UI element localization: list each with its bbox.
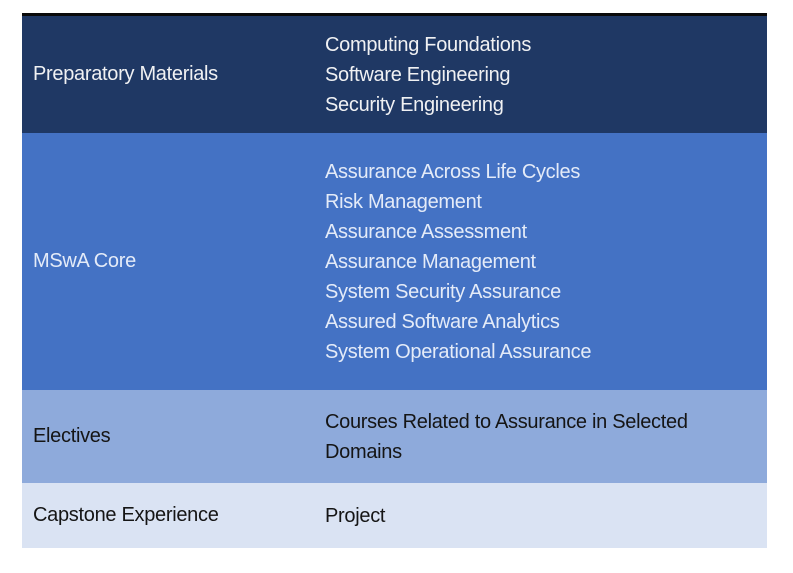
row-content (325, 157, 745, 367)
content-line: System Security Assurance (325, 280, 561, 303)
table-row-preparatory-materials (22, 16, 767, 133)
content-line: Courses Related to Assurance in Selected Domains (325, 410, 688, 463)
table-row-capstone-experience (22, 483, 767, 548)
row-label: MSwA Core (33, 250, 136, 272)
table-row-mswa-core (22, 133, 767, 390)
table-row-electives (22, 390, 767, 483)
row-label: Preparatory Materials (33, 63, 218, 85)
row-label: Capstone Experience (33, 504, 219, 526)
content-line: Assured Software Analytics (325, 310, 560, 333)
content-line: Software Engineering (325, 63, 511, 86)
curriculum-table (22, 13, 767, 548)
content-line: Risk Management (325, 190, 482, 213)
content-line: Computing Foundations (325, 33, 532, 56)
content-line: Assurance Across Life Cycles (325, 160, 581, 183)
row-content (325, 30, 745, 120)
content-line: Assurance Management (325, 250, 536, 273)
row-label: Electives (33, 425, 111, 447)
content-line: Security Engineering (325, 93, 504, 116)
content-line: Project (325, 504, 386, 527)
content-line: System Operational Assurance (325, 340, 592, 363)
row-content (325, 501, 745, 531)
row-content (325, 407, 745, 467)
content-line: Assurance Assessment (325, 220, 527, 243)
